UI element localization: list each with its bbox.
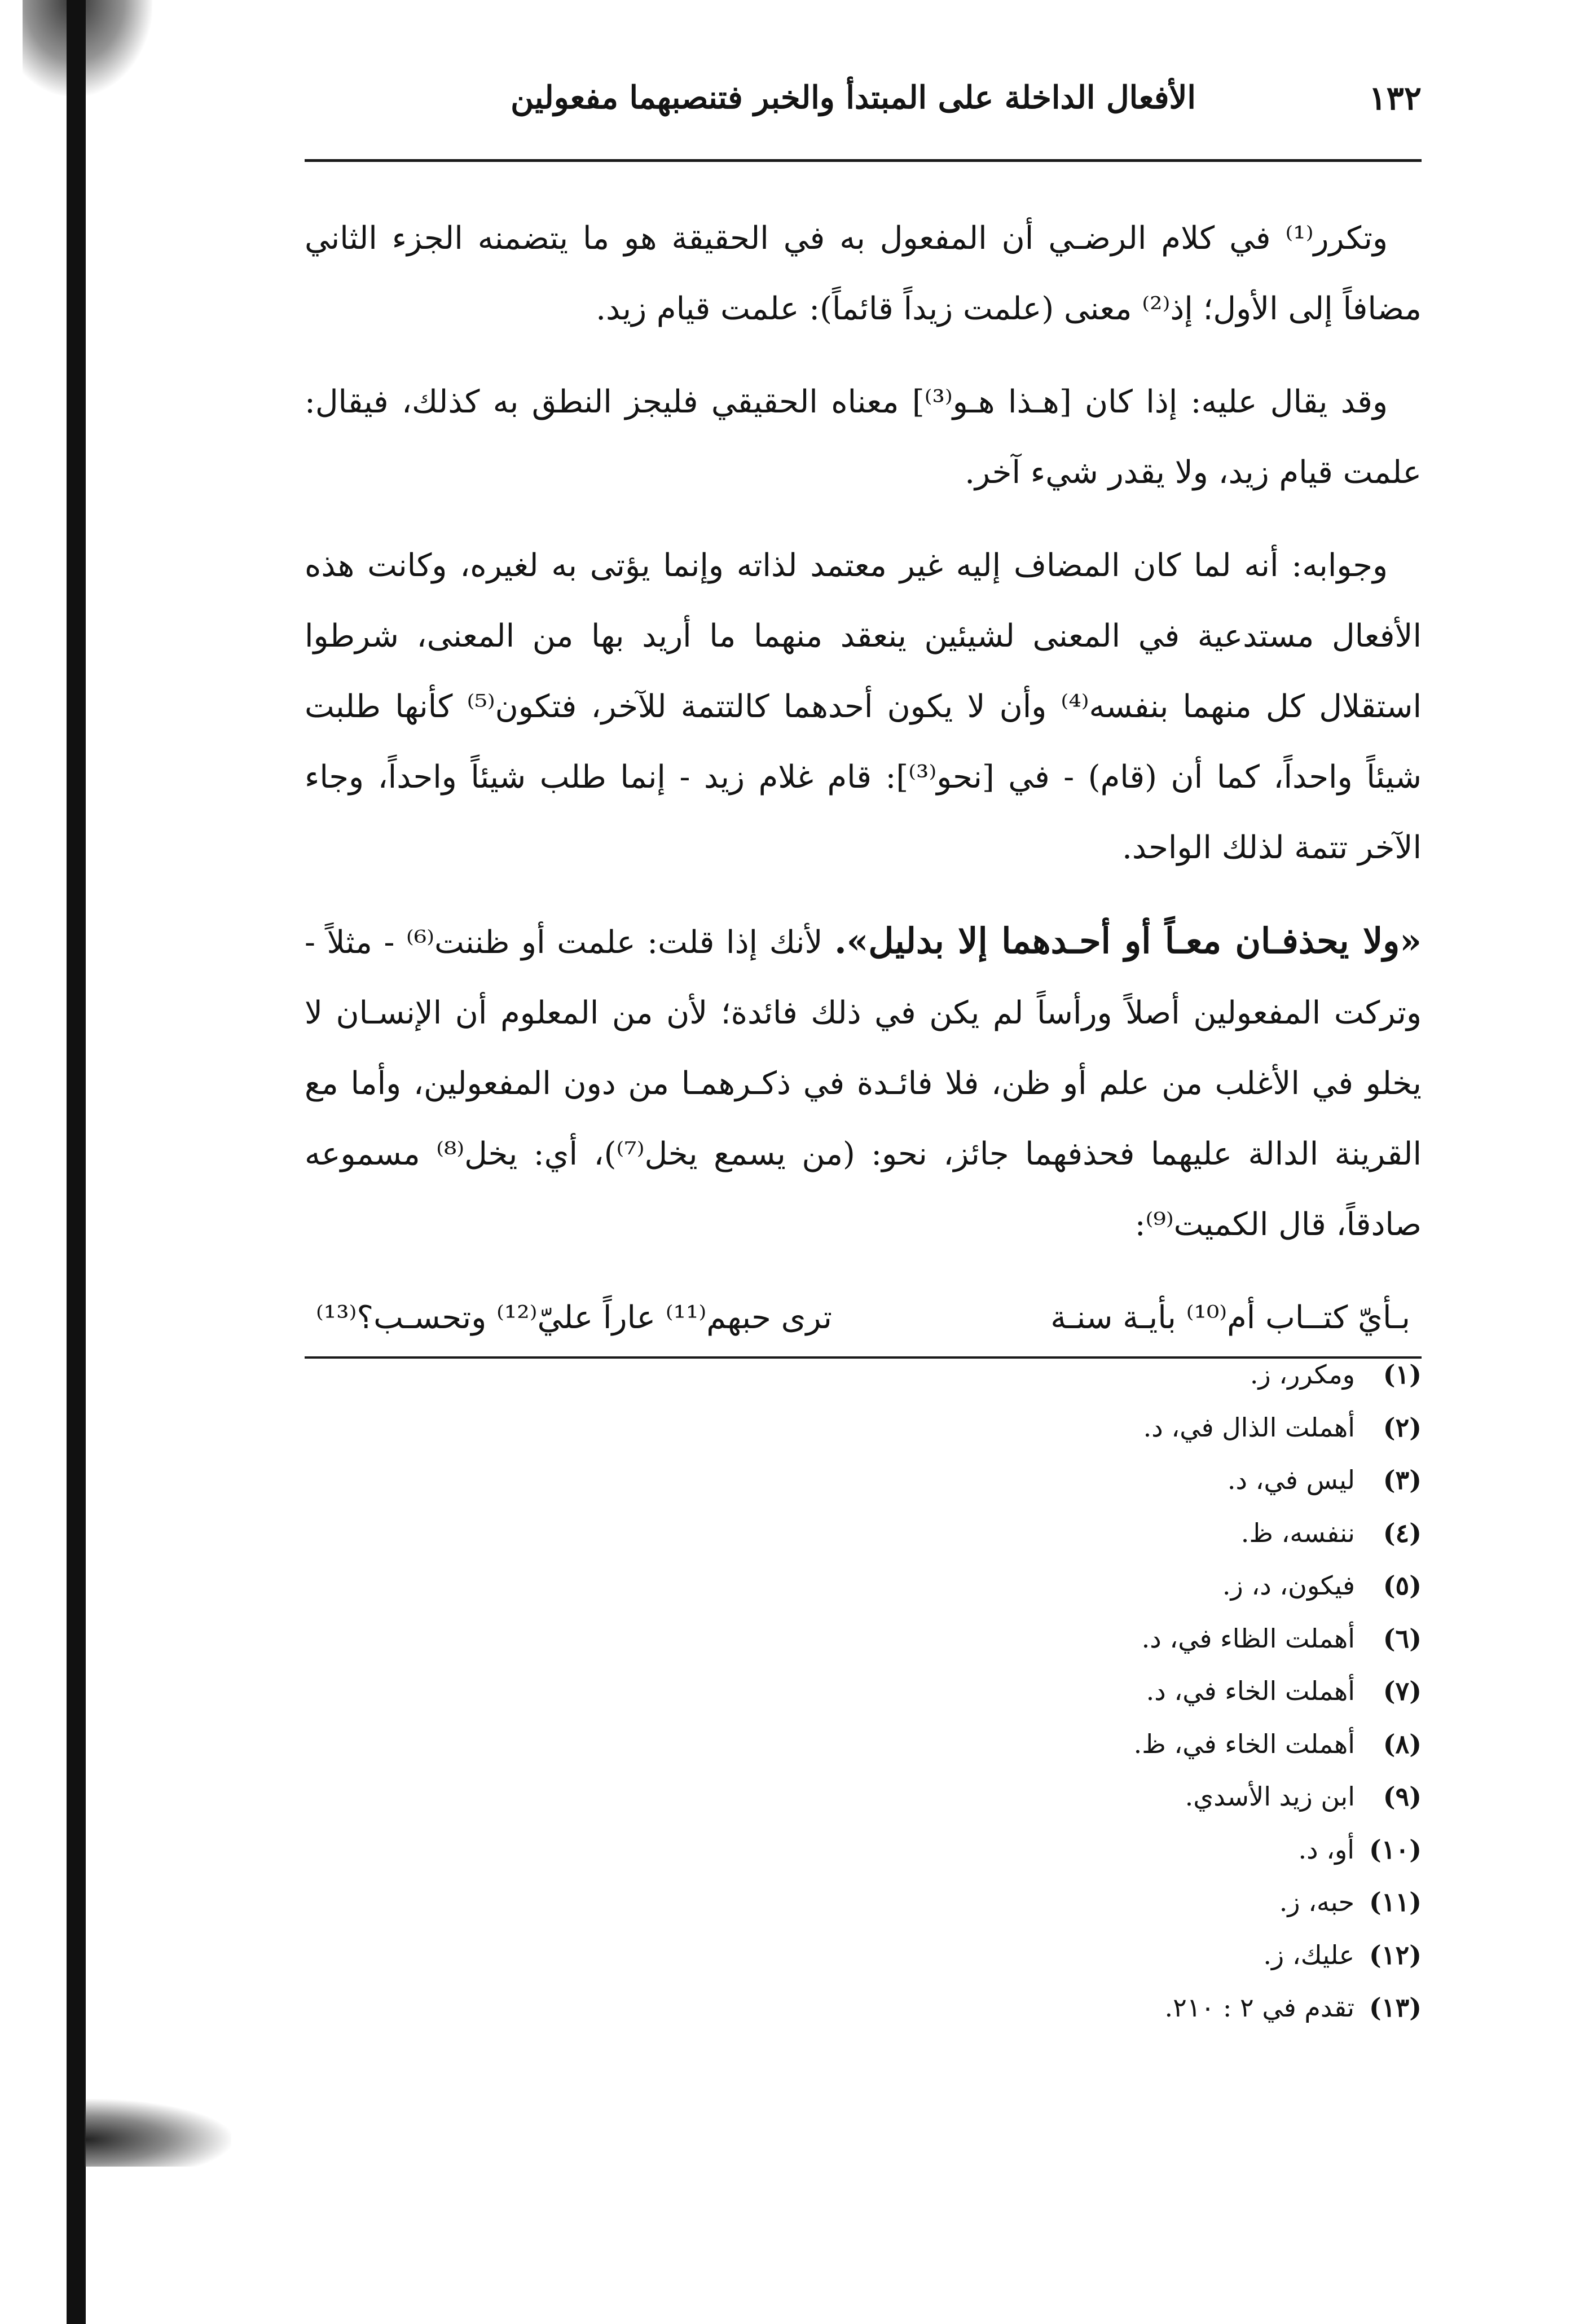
footnotes [305, 1348, 1422, 2035]
footnote-text: عليك، ز. [1263, 1939, 1355, 1970]
footnote-text: ابن زيد الأسدي. [1185, 1781, 1355, 1812]
footnote [305, 1559, 1422, 1613]
footnote [305, 1718, 1422, 1771]
footnote-text: أو، د. [1298, 1834, 1355, 1865]
footnote-text: أهملت الذال في، د. [1143, 1412, 1355, 1443]
footnote-text: أهملت الظاء في، د. [1141, 1623, 1355, 1654]
footnote [305, 1771, 1422, 1824]
book-page [305, 56, 1422, 2023]
footnote-text: حبه، ز. [1279, 1887, 1355, 1917]
footnote [305, 1402, 1422, 1455]
footnote [305, 1348, 1422, 1402]
footnote-text: تقدم في ٢ : ٢١٠. [1164, 1992, 1355, 2023]
paragraph-4-text: لأنك إذا قلت: علمت أو ظننت⁽⁶⁾ - مثلاً - وتركت المفعولين أصلاً ورأساً لم يكن في ذلك فائدة؛ لأن من المعلوم أن الإنسـان لا يخلو في الأغلب من علم أو ظن، فلا فائـدة في ذكـرهمـا من دون المفعولين، وأما مع القرينة الدالة عليهما فحذفهما جائز، نحو: (من يسمع يخل⁽⁷⁾)، أي: يخل⁽⁸⁾ مسموعه صادقاً، قال الكميت⁽⁹⁾: [305, 924, 1422, 1243]
footnote [305, 1613, 1422, 1666]
grammar-rule-quote: «ولا يحذفـان معـاً أو أحـدهما إلا بدليل». [834, 920, 1422, 961]
footnote-number: (١٠) [1369, 1834, 1422, 1865]
paragraph-2: وقد يقال عليه: إذا كان [هـذا هـو⁽³⁾] معناه الحقيقي فليجز النطق به كذلك، فيقال: علمت قيام زيد، ولا يقدر شيء آخر. [305, 384, 1422, 491]
footnote-number: (٢) [1383, 1412, 1422, 1443]
footnote-number: (١) [1383, 1359, 1422, 1390]
footnote-number: (٩) [1383, 1781, 1422, 1812]
footnote-text: ليس في، د. [1227, 1465, 1355, 1495]
verse-first-hemistich: بـأيّ كتــاب أم⁽¹⁰⁾ بأيـة سنـة [1050, 1299, 1410, 1336]
footnote-text: ننفسه، ظ. [1240, 1517, 1355, 1548]
footnote-number: (٦) [1383, 1623, 1422, 1654]
page-header [305, 56, 1422, 141]
footnote [305, 1454, 1422, 1507]
binding-shadow-top [23, 0, 152, 96]
footnote-text: أهملت الخاء في، ظ. [1133, 1728, 1355, 1759]
footnote-number: (١٣) [1369, 1992, 1422, 2023]
running-title: الأفعال الداخلة على المبتدأ والخبر فتنصبهما مفعولين [511, 79, 1196, 116]
footnote [305, 1824, 1422, 1877]
poetry-verse [305, 1282, 1422, 1359]
book-spine [67, 0, 86, 2324]
footnote-number: (٣) [1383, 1465, 1422, 1495]
verse-second-hemistich: ترى حبهم⁽¹¹⁾ عاراً عليّ⁽¹²⁾ وتحسـب؟⁽¹³⁾ [316, 1299, 832, 1336]
main-text [305, 203, 1422, 1359]
footnote-text: فيكون، د، ز. [1222, 1570, 1355, 1601]
footnote [305, 1929, 1422, 1982]
footnote [305, 1507, 1422, 1560]
footnote [305, 1876, 1422, 1929]
paragraph-1: وتكرر⁽¹⁾ في كلام الرضـي أن المفعول به في الحقيقة هو ما يتضمنه الجزء الثاني مضافاً إلى الأول؛ إذ⁽²⁾ معنى (علمت زيداً قائماً): علمت قيام زيد. [305, 220, 1422, 327]
footnote-number: (١١) [1369, 1887, 1422, 1917]
footnote [305, 1665, 1422, 1718]
binding-shadow-bottom [85, 2099, 231, 2167]
footnote-number: (١٢) [1369, 1939, 1422, 1970]
footnote-number: (٨) [1383, 1728, 1422, 1759]
footnote-number: (٤) [1383, 1517, 1422, 1548]
paragraph-3: وجوابه: أنه لما كان المضاف إليه غير معتمد لذاته وإنما يؤتى به لغيره، وكانت هذه الأفعال مستدعية في المعنى لشيئين ينعقد منهما ما أريد بها من المعنى، شرطوا استقلال كل منهما بنفسه⁽⁴⁾ وأن لا يكون أحدهما كالتتمة للآخر، فتكون⁽⁵⁾ كأنها طلبت شيئاً واحداً، كما أن (قام) - في [نحو⁽³⁾]: قام غلام زيد - إنما طلب شيئاً واحداً، وجاء الآخر تتمة لذلك الواحد. [305, 547, 1422, 866]
paragraph-4 [305, 906, 1422, 1260]
header-rule [305, 159, 1422, 162]
footnote [305, 1982, 1422, 2035]
footnote-number: (٥) [1383, 1570, 1422, 1601]
page-number: ١٣٢ [1369, 79, 1422, 117]
footnote-number: (٧) [1383, 1676, 1422, 1706]
footnote-text: أهملت الخاء في، د. [1146, 1676, 1355, 1706]
footnote-text: ومكرر، ز. [1250, 1359, 1355, 1390]
